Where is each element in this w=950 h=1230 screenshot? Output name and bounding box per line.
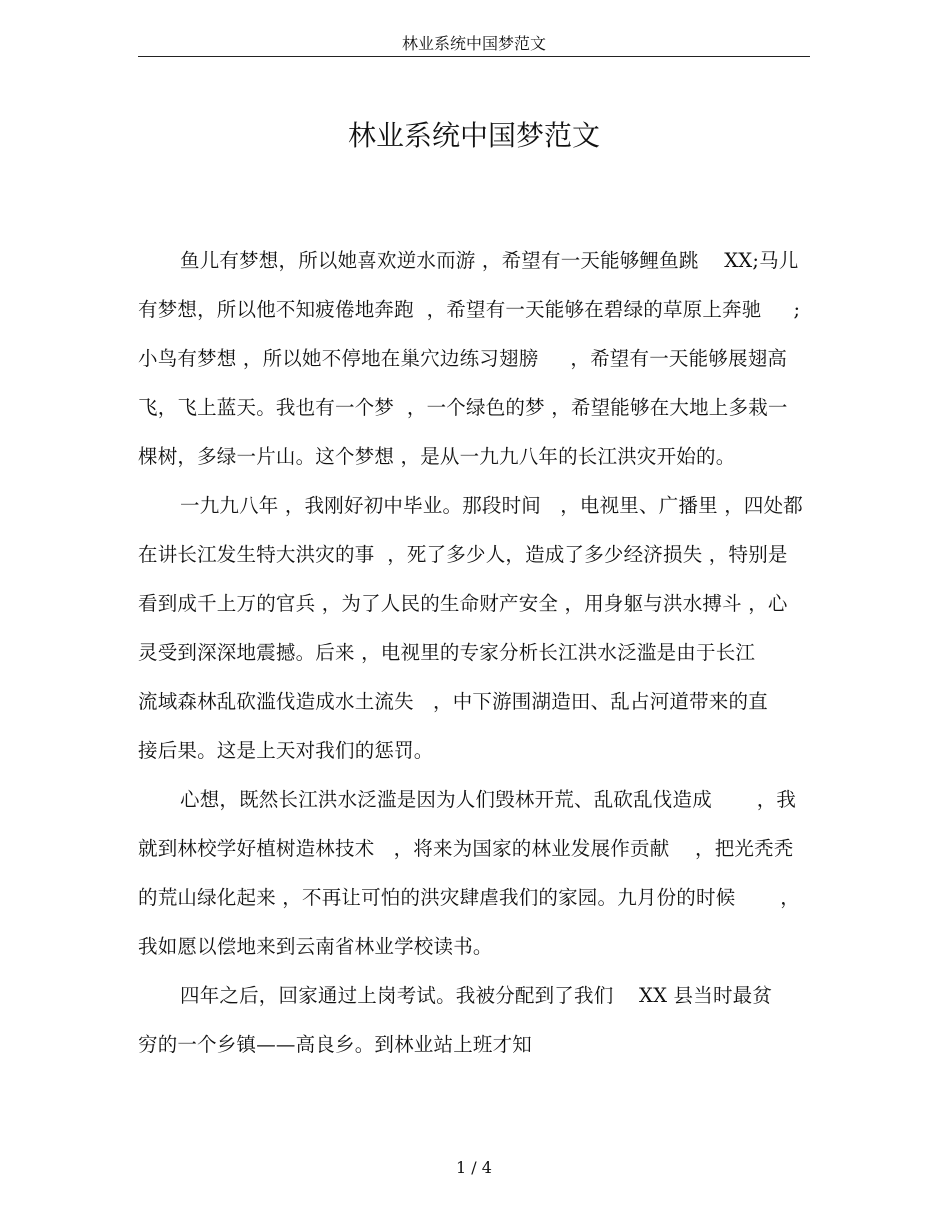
text-line: 流域森林乱砍滥伐造成水土流失 ，中下游围湖造田、乱占河道带来的直 <box>138 690 768 713</box>
running-header: 林业系统中国梦范文 <box>401 34 546 53</box>
text-line: 小鸟有梦想 ，所以她不停地在巢穴边练习翅膀 ，希望有一天能够展翅高 <box>138 347 788 370</box>
text-line: 棵树，多绿一片山。这个梦想 ，是从一九九八年的长江洪灾开始的。 <box>138 445 736 468</box>
text-line: 我如愿以偿地来到云南省林业学校读书。 <box>138 935 493 958</box>
header-divider <box>138 56 810 57</box>
document-title: 林业系统中国梦范文 <box>347 119 600 152</box>
paragraph <box>138 481 818 775</box>
page-number: 1 / 4 <box>456 1158 492 1177</box>
text-line: 四年之后，回家通过上岗考试。我被分配到了我们 XX 县当时最贫 <box>180 984 773 1007</box>
text-line: 飞，飞上蓝天。我也有一个梦 ，一个绿色的梦 ，希望能够在大地上多栽一 <box>138 396 788 419</box>
text-line: 鱼儿有梦想，所以她喜欢逆水而游 ，希望有一天能够鲤鱼跳 XX;马儿 <box>180 249 799 272</box>
text-line: 有梦想，所以他不知疲倦地奔跑 ，希望有一天能够在碧绿的草原上奔驰 ; <box>138 298 801 321</box>
text-line: 穷的一个乡镇——高良乡。到林业站上班才知 <box>138 1033 533 1056</box>
paragraph <box>138 775 818 971</box>
text-line: 灵受到深深地震撼。后来 ，电视里的专家分析长江洪水泛滥是由于长江 <box>138 641 756 664</box>
text-line: 看到成千上万的官兵 ，为了人民的生命财产安全 ，用身躯与洪水搏斗 ，心 <box>138 592 788 615</box>
text-line: 一九九八年 ，我刚好初中毕业。那段时间 ，电视里、广播里 ，四处都 <box>180 494 803 517</box>
paragraph <box>138 971 818 1069</box>
text-line: 心想，既然长江洪水泛滥是因为人们毁林开荒、乱砍乱伐造成 ，我 <box>180 788 797 811</box>
document-body <box>138 236 818 1069</box>
text-line: 接后果。这是上天对我们的惩罚。 <box>138 739 434 762</box>
text-line: 在讲长江发生特大洪灾的事 ，死了多少人，造成了多少经济损失 ，特别是 <box>138 543 788 566</box>
paragraph <box>138 236 818 481</box>
text-line: 就到林校学好植树造林技术 ，将来为国家的林业发展作贡献 ，把光秃秃 <box>138 837 794 860</box>
text-line: 的荒山绿化起来 ，不再让可怕的洪灾肆虐我们的家园。九月份的时候 ， <box>138 886 800 909</box>
